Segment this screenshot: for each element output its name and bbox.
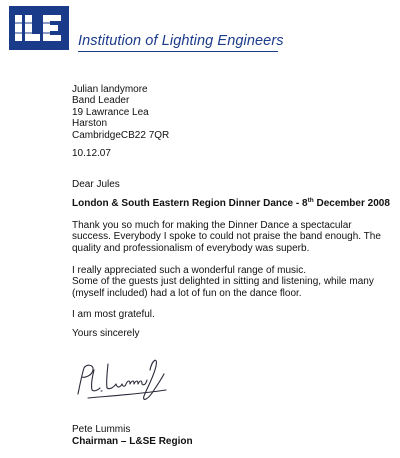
subject-superscript: th (307, 197, 314, 204)
address-line: CambridgeCB22 7QR (72, 129, 170, 141)
signer-name: Pete Lummis (72, 424, 131, 435)
handwritten-signature (70, 350, 180, 410)
signer-title: Chairman – L&SE Region (72, 436, 193, 447)
body-paragraph (72, 220, 388, 254)
paragraph-line: I am most grateful. (72, 309, 155, 320)
subject-tail: December 2008 (313, 198, 390, 209)
subject-text: London & South Eastern Region Dinner Dance - 8 (72, 198, 308, 209)
recipient-address (72, 84, 169, 141)
body-paragraph (72, 309, 388, 320)
body-paragraph (72, 265, 388, 299)
letterhead-rule (78, 51, 278, 52)
ile-logo (9, 6, 69, 50)
paragraph-line: I really appreciated such a wonderful range of music. (72, 265, 307, 276)
salutation: Dear Jules (72, 179, 120, 190)
address-line: 19 Lawrance Lea (72, 106, 149, 118)
address-line: Julian landymore (72, 84, 148, 95)
organisation-name: Institution of Lighting Engineers (78, 33, 284, 49)
complimentary-close: Yours sincerely (72, 328, 140, 339)
address-line: Band Leader (72, 95, 130, 107)
paragraph-line: Thank you so much for making the Dinner Dance a spectacular success. Everybody I spoke to could not praise the band enough. The quality and professionalism of everybody was superb. (72, 220, 381, 254)
ile-logo-mark (9, 6, 69, 50)
subject-line (72, 198, 390, 209)
paragraph-line: Some of the guests just delighted in sitting and listening, while many (myself included) had a lot of fun on the dance floor. (72, 276, 374, 299)
signature-icon (70, 350, 180, 410)
letter-date: 10.12.07 (72, 148, 111, 159)
address-line: Harston (72, 118, 108, 130)
